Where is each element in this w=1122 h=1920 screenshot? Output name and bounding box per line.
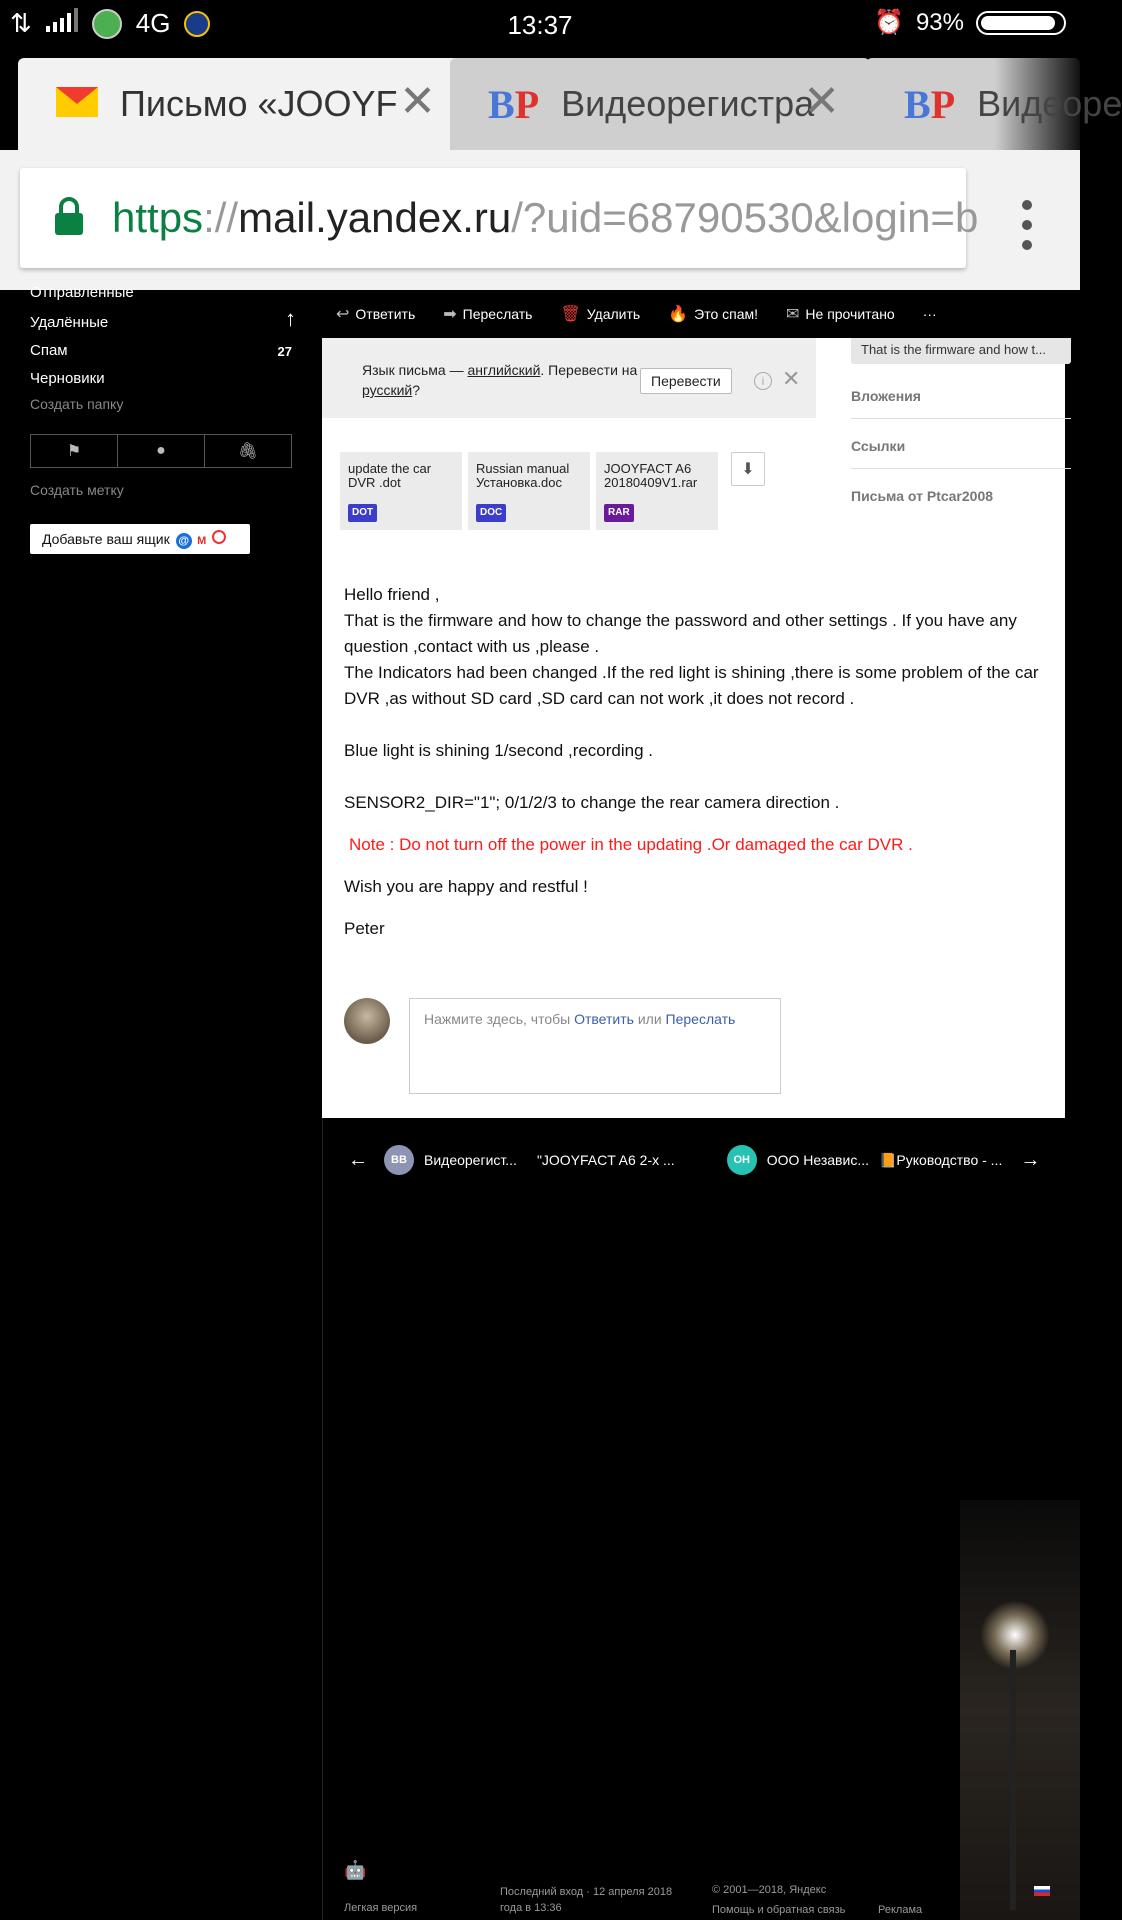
paragraph: Blue light is shining 1/second ,recording .: [344, 741, 654, 760]
warning-note: Note : Do not turn off the power in the updating .Or damaged the car DVR .: [349, 835, 913, 854]
message-body: [344, 582, 1044, 942]
avatar: [344, 998, 390, 1044]
url-text: https://mail.yandex.ru/?uid=68790530&login=b: [112, 194, 979, 241]
tab-yandex-mail[interactable]: [18, 58, 466, 150]
android-icon[interactable]: 🤖: [344, 1860, 367, 1880]
download-all-icon[interactable]: ⬇: [731, 452, 765, 486]
close-tab-icon[interactable]: ✕: [399, 77, 436, 126]
language-link[interactable]: английский: [467, 362, 541, 378]
translate-text: Язык письма — английский. Перевести на русский?: [362, 362, 638, 398]
paragraph: The Indicators had been changed .If the red light is shining ,there is some problem of the car DVR ,as without SD card ,SD card can not work ,it does not record .: [344, 663, 1039, 708]
unread-dot-icon[interactable]: ●: [118, 435, 205, 467]
last-login: Последний вход · 12 апреля 2018 года в 13:36: [500, 1886, 673, 1914]
prev-arrow-icon[interactable]: ←: [348, 1148, 368, 1171]
vr-logo-icon: BP: [904, 81, 956, 127]
label-filters: [30, 434, 292, 468]
next-sender[interactable]: ООО Независ...: [766, 1152, 869, 1168]
delete-button[interactable]: 🗑 Удалить: [560, 306, 641, 323]
yandex-mail-icon: [56, 87, 98, 122]
mailru-icon: @: [176, 533, 192, 549]
theme-background-image: [960, 1500, 1080, 1920]
help-link[interactable]: Помощь и обратная связь: [712, 1904, 846, 1916]
attachment-name: update the car DVR .dot: [348, 461, 432, 490]
battery-percent: 93%: [915, 8, 964, 36]
browser-menu-icon[interactable]: [1022, 200, 1032, 250]
forward-icon: ➡: [443, 306, 457, 323]
tab-title: Видеоре: [977, 83, 1122, 124]
more-button[interactable]: ···: [922, 306, 937, 322]
prev-sender[interactable]: Видеорегист...: [424, 1152, 517, 1168]
attachment-item[interactable]: [596, 452, 718, 530]
footer: [322, 1860, 1080, 1920]
copyright: © 2001—2018, Яндекс: [712, 1884, 827, 1896]
message-view: [322, 338, 1065, 1118]
attachment-item[interactable]: [340, 452, 462, 530]
folder-sidebar: [0, 284, 322, 1920]
vr-logo-icon: BP: [488, 81, 540, 127]
forward-link[interactable]: Переслать: [665, 1011, 736, 1027]
greeting: Hello friend ,: [344, 585, 440, 604]
tab-strip: [0, 52, 1122, 150]
tab-dvr-2[interactable]: [866, 58, 1122, 150]
gmail-icon: M: [197, 534, 207, 547]
info-icon[interactable]: i: [754, 372, 772, 390]
attachment-icon[interactable]: 🖇: [237, 443, 259, 460]
signature: Peter: [344, 919, 385, 938]
ads-link[interactable]: Реклама: [878, 1904, 923, 1916]
message-toolbar: [322, 290, 1080, 338]
close-tab-icon[interactable]: ✕: [803, 77, 840, 126]
message-pager: [322, 1130, 1080, 1190]
create-folder-link[interactable]: Создать папку: [30, 396, 124, 412]
paragraph: SENSOR2_DIR="1"; 0/1/2/3 to change the rear camera direction .: [344, 793, 840, 812]
paragraph: That is the firmware and how to change the password and other settings . If you have any question ,contact with us ,please .: [344, 611, 1017, 656]
tab-title: Видеорегистра: [561, 83, 815, 124]
reply-icon: ↩: [336, 306, 350, 323]
next-arrow-icon[interactable]: →: [1020, 1148, 1041, 1171]
add-mailbox-label: Добавьте ваш ящик: [42, 531, 170, 547]
battery-icon: [976, 11, 1066, 35]
prev-sender-avatar: ВВ: [384, 1145, 414, 1175]
create-label-link[interactable]: Создать метку: [30, 482, 124, 498]
folder-drafts[interactable]: Черновики: [30, 370, 105, 387]
spam-button[interactable]: 🔥 Это спам!: [668, 306, 758, 323]
lock-icon: [54, 197, 84, 240]
language-flag-icon[interactable]: [1034, 1886, 1050, 1896]
clock: 13:37: [507, 10, 573, 40]
links-section[interactable]: Ссылки: [851, 438, 1071, 469]
forward-button[interactable]: ➡ Переслать: [443, 306, 533, 323]
platform-icons: [344, 1862, 380, 1878]
alarm-icon: ⏰: [874, 9, 904, 36]
file-type-badge: RAR: [604, 504, 634, 522]
spam-count: 27: [277, 344, 292, 359]
attachments-section[interactable]: Вложения: [851, 388, 1071, 419]
folder-spam[interactable]: Спам: [30, 342, 68, 359]
thread-snippet[interactable]: That is the firmware and how t...: [851, 338, 1071, 364]
network-type: 4G: [135, 8, 171, 38]
attachment-name: JOOYFACT A6 20180409V1.rar: [604, 461, 698, 490]
envelope-icon: ✉: [786, 306, 800, 323]
tab-dvr-1[interactable]: [450, 58, 870, 150]
next-subject[interactable]: 📙Руководство - ...: [878, 1151, 1003, 1168]
file-type-badge: DOT: [348, 504, 377, 522]
translate-button[interactable]: Перевести: [640, 368, 732, 394]
trash-icon: 🗑: [560, 306, 581, 323]
status-bar: [0, 0, 1080, 52]
sender-letters-section[interactable]: Письма от Ptcar2008: [851, 488, 994, 504]
folder-deleted[interactable]: Удалённые: [30, 314, 109, 331]
paragraph: Wish you are happy and restful !: [344, 877, 588, 896]
translate-banner: [322, 338, 816, 418]
light-version-link[interactable]: Легкая версия: [344, 1902, 418, 1914]
reply-link[interactable]: Ответить: [574, 1011, 634, 1027]
quick-reply-box[interactable]: Нажмите здесь, чтобы Ответить или Переслать: [409, 998, 781, 1094]
next-sender-avatar: ОН: [727, 1145, 757, 1175]
add-mailbox-button[interactable]: [30, 524, 250, 554]
target-language-link[interactable]: русский: [362, 382, 413, 398]
fire-icon: 🔥: [668, 306, 689, 323]
rambler-icon: [212, 530, 226, 544]
reply-button[interactable]: ↩ Ответить: [336, 306, 416, 323]
close-icon[interactable]: ✕: [782, 366, 801, 391]
folder-sent[interactable]: Отправленные: [30, 284, 134, 301]
address-bar-area: [0, 150, 1080, 290]
file-type-badge: DOC: [476, 504, 506, 522]
data-transfer-icon: ⇅: [10, 8, 32, 38]
attachment-item[interactable]: [468, 452, 590, 530]
attachment-name: Russian manual Установка.doc: [476, 461, 570, 490]
scroll-up-icon[interactable]: ↑: [285, 306, 296, 331]
flag-icon[interactable]: ⚑: [31, 435, 118, 467]
prev-subject[interactable]: "JOOYFACT A6 2-х ...: [536, 1152, 675, 1168]
tab-title: Письмо «JOOYF: [120, 83, 398, 124]
mark-unread-button[interactable]: ✉ Не прочитано: [786, 306, 895, 323]
address-bar[interactable]: [20, 168, 979, 268]
